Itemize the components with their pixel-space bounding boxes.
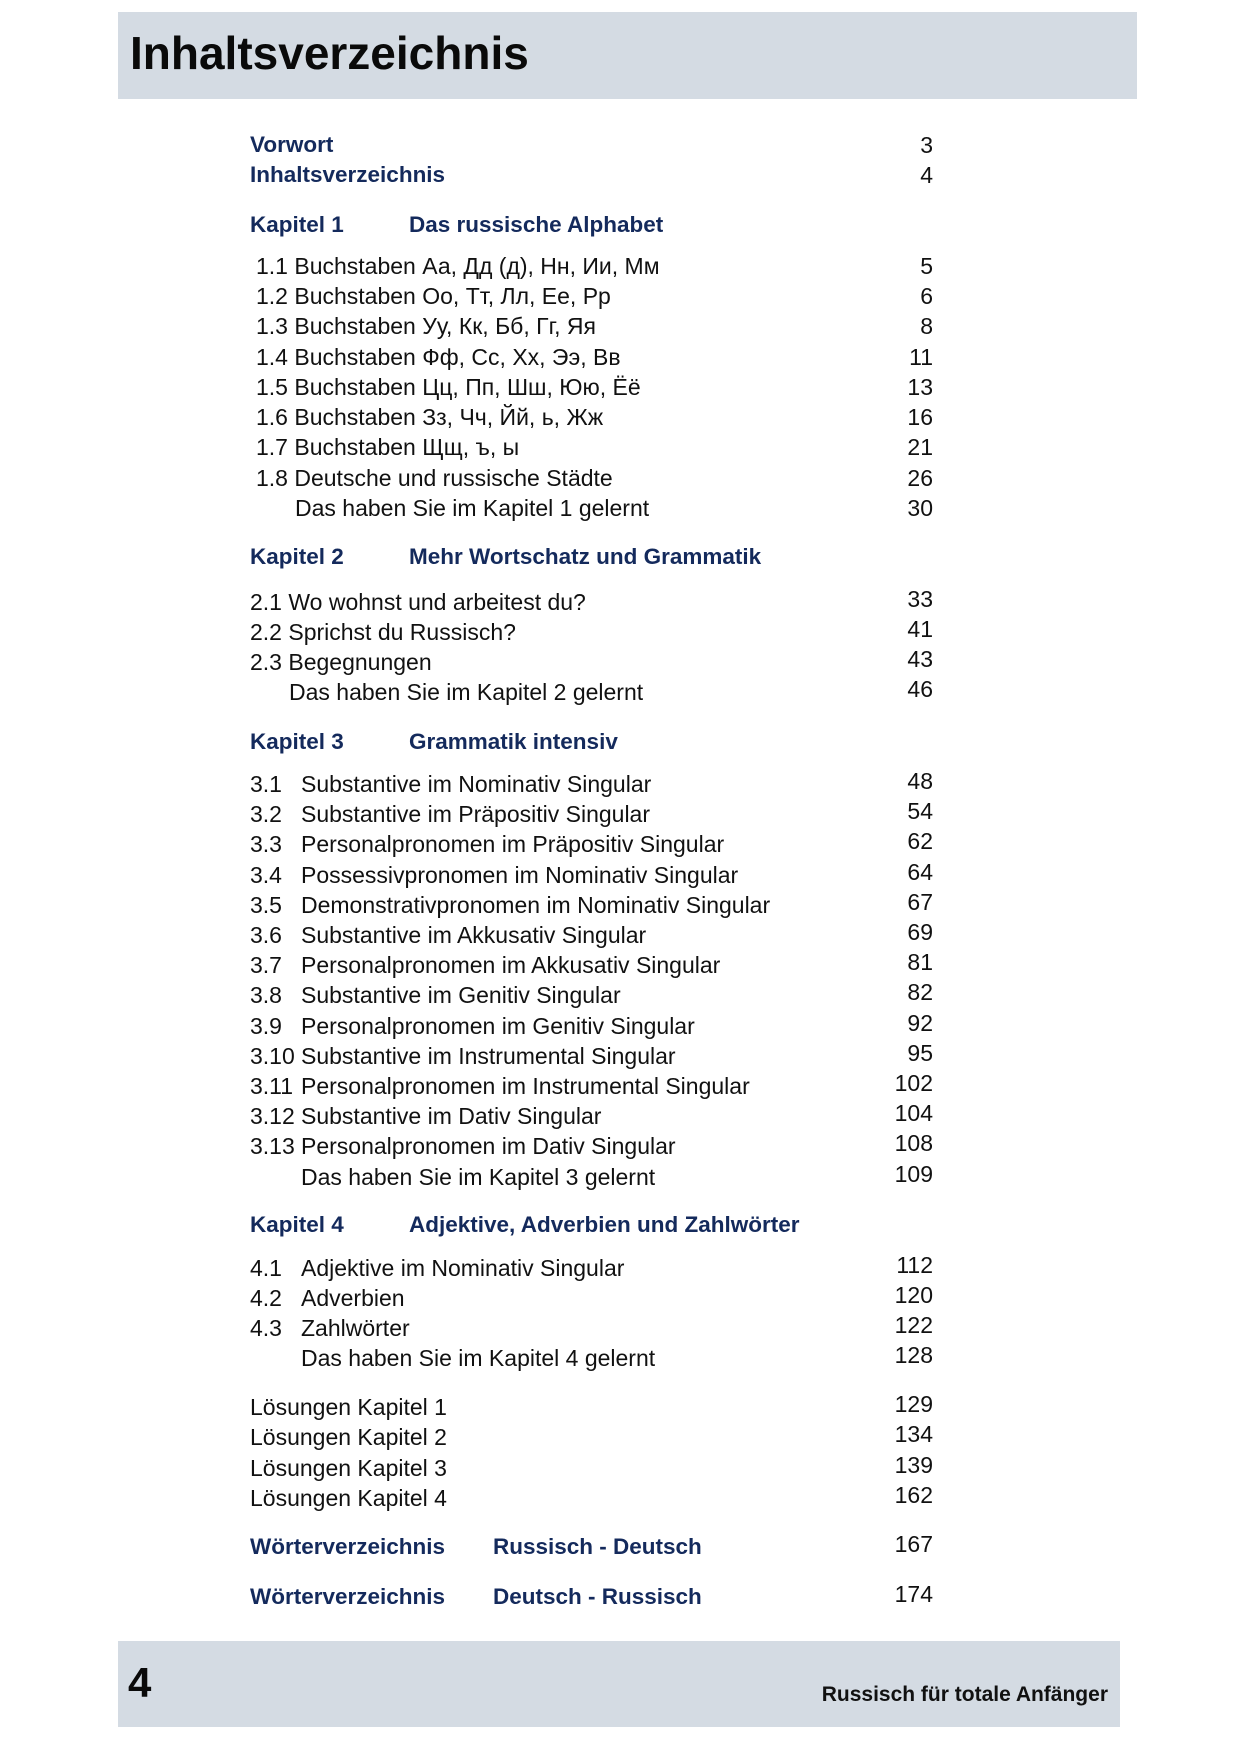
toc-entry-page: 167	[894, 1531, 933, 1557]
toc-entry-page: 6	[920, 283, 933, 309]
toc-entry-page: 62	[907, 828, 933, 854]
chapter-heading[interactable]	[0, 727, 1240, 757]
toc-entry-label: Adverbien	[301, 1285, 405, 1311]
glossary-label: Wörterverzeichnis	[250, 1534, 446, 1559]
toc-entry-label: Personalpronomen im Präpositiv Singular	[301, 831, 725, 857]
chapter-heading[interactable]	[0, 542, 1240, 572]
toc-entry-label: Substantive im Präpositiv Singular	[301, 801, 650, 827]
glossary-entry[interactable]	[0, 1532, 1240, 1562]
toc-entry[interactable]	[0, 342, 1240, 372]
toc-entry-number: 4.1	[250, 1255, 282, 1281]
toc-entry-number: 3.9	[250, 1013, 282, 1039]
toc-entry[interactable]	[0, 829, 1240, 859]
toc-entry[interactable]	[0, 587, 1240, 617]
chapter-number: Kapitel 1	[250, 212, 344, 237]
toc-entry-number: 3.4	[250, 862, 282, 888]
toc-entry-page: 81	[907, 949, 933, 975]
toc-entry-number: 3.3	[250, 831, 282, 857]
toc-entry-label: 2.1 Wo wohnst und arbeitest du?	[250, 589, 586, 615]
toc-entry-label: Substantive im Genitiv Singular	[301, 982, 621, 1008]
toc-entry-number: 3.5	[250, 892, 282, 918]
toc-entry-label: Demonstrativpronomen im Nominativ Singular	[301, 892, 771, 918]
toc-entry-page: 21	[907, 434, 933, 460]
glossary-direction: Deutsch - Russisch	[493, 1584, 702, 1609]
chapter-summary-entry[interactable]	[0, 493, 1240, 523]
toc-entry[interactable]	[0, 281, 1240, 311]
toc-entry-page: 120	[894, 1282, 933, 1308]
chapter-summary-entry[interactable]	[0, 677, 1240, 707]
toc-entry[interactable]	[0, 920, 1240, 950]
toc-entry-page: 4	[920, 162, 933, 188]
toc-entry[interactable]	[0, 799, 1240, 829]
toc-entry-page: 13	[907, 374, 933, 400]
toc-entry[interactable]	[0, 1313, 1240, 1343]
toc-entry-label: 1.1 Buchstaben Аа, Дд (д), Нн, Ии, Мм	[256, 253, 660, 279]
chapter-title: Mehr Wortschatz und Grammatik	[409, 544, 762, 569]
toc-entry-number: 3.13	[250, 1133, 295, 1159]
toc-entry-page: 67	[907, 889, 933, 915]
toc-entry[interactable]	[0, 432, 1240, 462]
solutions-entry[interactable]	[0, 1422, 1240, 1452]
toc-entry[interactable]	[0, 463, 1240, 493]
toc-entry-number: 3.2	[250, 801, 282, 827]
glossary-label: Wörterverzeichnis	[250, 1584, 446, 1609]
toc-entry-label: Personalpronomen im Instrumental Singular	[301, 1073, 750, 1099]
toc-entry-page: 162	[894, 1482, 933, 1508]
toc-entry-page: 122	[894, 1312, 933, 1338]
toc-entry-number: 3.1	[250, 771, 282, 797]
toc-entry[interactable]	[0, 311, 1240, 341]
toc-entry-page: 43	[907, 646, 933, 672]
toc-entry[interactable]	[0, 890, 1240, 920]
toc-entry[interactable]	[0, 251, 1240, 281]
solutions-entry[interactable]	[0, 1483, 1240, 1513]
toc-entry-label: Substantive im Nominativ Singular	[301, 771, 652, 797]
toc-entry[interactable]	[0, 1131, 1240, 1161]
toc-entry-page: 26	[907, 465, 933, 491]
toc-entry-label: Substantive im Akkusativ Singular	[301, 922, 647, 948]
toc-entry-page: 82	[907, 979, 933, 1005]
toc-entry-label: Lösungen Kapitel 4	[250, 1485, 447, 1511]
toc-entry-label: Possessivpronomen im Nominativ Singular	[301, 862, 739, 888]
glossary-direction: Russisch - Deutsch	[493, 1534, 702, 1559]
toc-entry[interactable]	[0, 1041, 1240, 1071]
toc-entry-page: 54	[907, 798, 933, 824]
toc-entry-page: 33	[907, 586, 933, 612]
toc-entry[interactable]	[0, 1101, 1240, 1131]
toc-entry-label: 1.5 Buchstaben Цц, Пп, Шш, Юю, Ёё	[256, 374, 641, 400]
toc-entry-inhaltsverzeichnis[interactable]	[0, 160, 1240, 190]
toc-entry-number: 4.3	[250, 1315, 282, 1341]
chapter-title: Grammatik intensiv	[409, 729, 618, 754]
toc-entry-number: 3.8	[250, 982, 282, 1008]
toc-entry[interactable]	[0, 950, 1240, 980]
toc-entry-page: 108	[894, 1130, 933, 1156]
chapter-summary-entry[interactable]	[0, 1343, 1240, 1373]
toc-entry[interactable]	[0, 1011, 1240, 1041]
toc-entry-page: 129	[894, 1391, 933, 1417]
toc-entry-page: 128	[894, 1342, 933, 1368]
toc-entry[interactable]	[0, 769, 1240, 799]
toc-entry-number: 3.10	[250, 1043, 295, 1069]
toc-entry-label: Substantive im Instrumental Singular	[301, 1043, 676, 1069]
toc-entry-label: Vorwort	[250, 132, 334, 157]
toc-entry-page: 46	[907, 676, 933, 702]
toc-entry-number: 3.11	[250, 1073, 294, 1099]
toc-entry[interactable]	[0, 1253, 1240, 1283]
toc-entry-page: 174	[894, 1581, 933, 1607]
chapter-heading[interactable]	[0, 210, 1240, 240]
toc-entry-vorwort[interactable]	[0, 130, 1240, 160]
toc-entry-label: Personalpronomen im Genitiv Singular	[301, 1013, 695, 1039]
toc-entry-number: 3.6	[250, 922, 282, 948]
toc-entry-page: 95	[907, 1040, 933, 1066]
toc-entry[interactable]	[0, 860, 1240, 890]
toc-entry-label: 2.3 Begegnungen	[250, 649, 432, 675]
chapter-number: Kapitel 4	[250, 1212, 344, 1237]
toc-entry-page: 109	[894, 1161, 933, 1187]
toc-entry-page: 8	[920, 313, 933, 339]
toc-entry-page: 139	[894, 1452, 933, 1478]
toc-entry-number: 3.7	[250, 952, 282, 978]
toc-entry[interactable]	[0, 372, 1240, 402]
footer-band	[118, 1641, 1120, 1727]
toc-entry-label: 1.4 Buchstaben Фф, Сс, Хх, Ээ, Вв	[256, 344, 621, 370]
toc-entry[interactable]	[0, 402, 1240, 432]
header-band	[118, 12, 1137, 99]
glossary-entry[interactable]	[0, 1582, 1240, 1612]
chapter-title: Adjektive, Adverbien und Zahlwörter	[409, 1212, 800, 1237]
toc-entry-number: 4.2	[250, 1285, 282, 1311]
toc-entry-label: Das haben Sie im Kapitel 4 gelernt	[301, 1345, 656, 1371]
toc-entry-page: 11	[909, 344, 933, 370]
book-title: Russisch für totale Anfänger	[821, 1683, 1108, 1706]
toc-entry-label: Das haben Sie im Kapitel 2 gelernt	[289, 679, 644, 705]
toc-entry-label: Das haben Sie im Kapitel 3 gelernt	[301, 1164, 656, 1190]
toc-entry-page: 16	[907, 404, 933, 430]
toc-entry-page: 30	[907, 495, 933, 521]
toc-entry-label: 1.6 Buchstaben Зз, Чч, Йй, ь, Жж	[256, 404, 604, 430]
toc-entry[interactable]	[0, 1283, 1240, 1313]
toc-entry-page: 64	[907, 859, 933, 885]
toc-entry-label: Lösungen Kapitel 1	[250, 1394, 447, 1420]
toc-entry-label: Personalpronomen im Dativ Singular	[301, 1133, 676, 1159]
toc-entry-label: Adjektive im Nominativ Singular	[301, 1255, 625, 1281]
page-number: 4	[128, 1659, 152, 1706]
toc-entry[interactable]	[0, 980, 1240, 1010]
toc-entry-page: 69	[907, 919, 933, 945]
chapter-summary-entry[interactable]	[0, 1162, 1240, 1192]
toc-entry-label: Lösungen Kapitel 3	[250, 1455, 447, 1481]
toc-entry-label: Substantive im Dativ Singular	[301, 1103, 602, 1129]
toc-entry-label: 1.7 Buchstaben Щщ, ъ, ы	[256, 434, 520, 460]
solutions-entry[interactable]	[0, 1392, 1240, 1422]
toc-entry-label: Zahlwörter	[301, 1315, 410, 1341]
toc-entry[interactable]	[0, 1071, 1240, 1101]
toc-entry[interactable]	[0, 617, 1240, 647]
chapter-number: Kapitel 2	[250, 544, 344, 569]
toc-entry-page: 3	[920, 132, 933, 158]
toc-entry-label: Inhaltsverzeichnis	[250, 162, 446, 187]
solutions-entry[interactable]	[0, 1453, 1240, 1483]
toc-entry[interactable]	[0, 647, 1240, 677]
toc-entry-label: Lösungen Kapitel 2	[250, 1424, 447, 1450]
toc-entry-page: 48	[907, 768, 933, 794]
toc-entry-page: 112	[896, 1252, 933, 1278]
toc-entry-page: 134	[894, 1421, 933, 1447]
toc-entry-label: 1.2 Buchstaben Оо, Тт, Лл, Ее, Рр	[256, 283, 611, 309]
toc-entry-label: Das haben Sie im Kapitel 1 gelernt	[295, 495, 650, 521]
toc-entry-label: Personalpronomen im Akkusativ Singular	[301, 952, 721, 978]
chapter-title: Das russische Alphabet	[409, 212, 664, 237]
toc-entry-page: 5	[920, 253, 933, 279]
toc-entry-page: 102	[894, 1070, 933, 1096]
toc-entry-label: 1.3 Buchstaben Уу, Кк, Бб, Гг, Яя	[256, 313, 596, 339]
toc-entry-label: 1.8 Deutsche und russische Städte	[256, 465, 613, 491]
toc-entry-page: 41	[907, 616, 933, 642]
toc-entry-page: 104	[894, 1100, 933, 1126]
toc-entry-number: 3.12	[250, 1103, 295, 1129]
chapter-number: Kapitel 3	[250, 729, 344, 754]
page-title: Inhaltsverzeichnis	[130, 27, 529, 79]
toc-entry-label: 2.2 Sprichst du Russisch?	[250, 619, 516, 645]
chapter-heading[interactable]	[0, 1210, 1240, 1240]
toc-entry-page: 92	[907, 1010, 933, 1036]
